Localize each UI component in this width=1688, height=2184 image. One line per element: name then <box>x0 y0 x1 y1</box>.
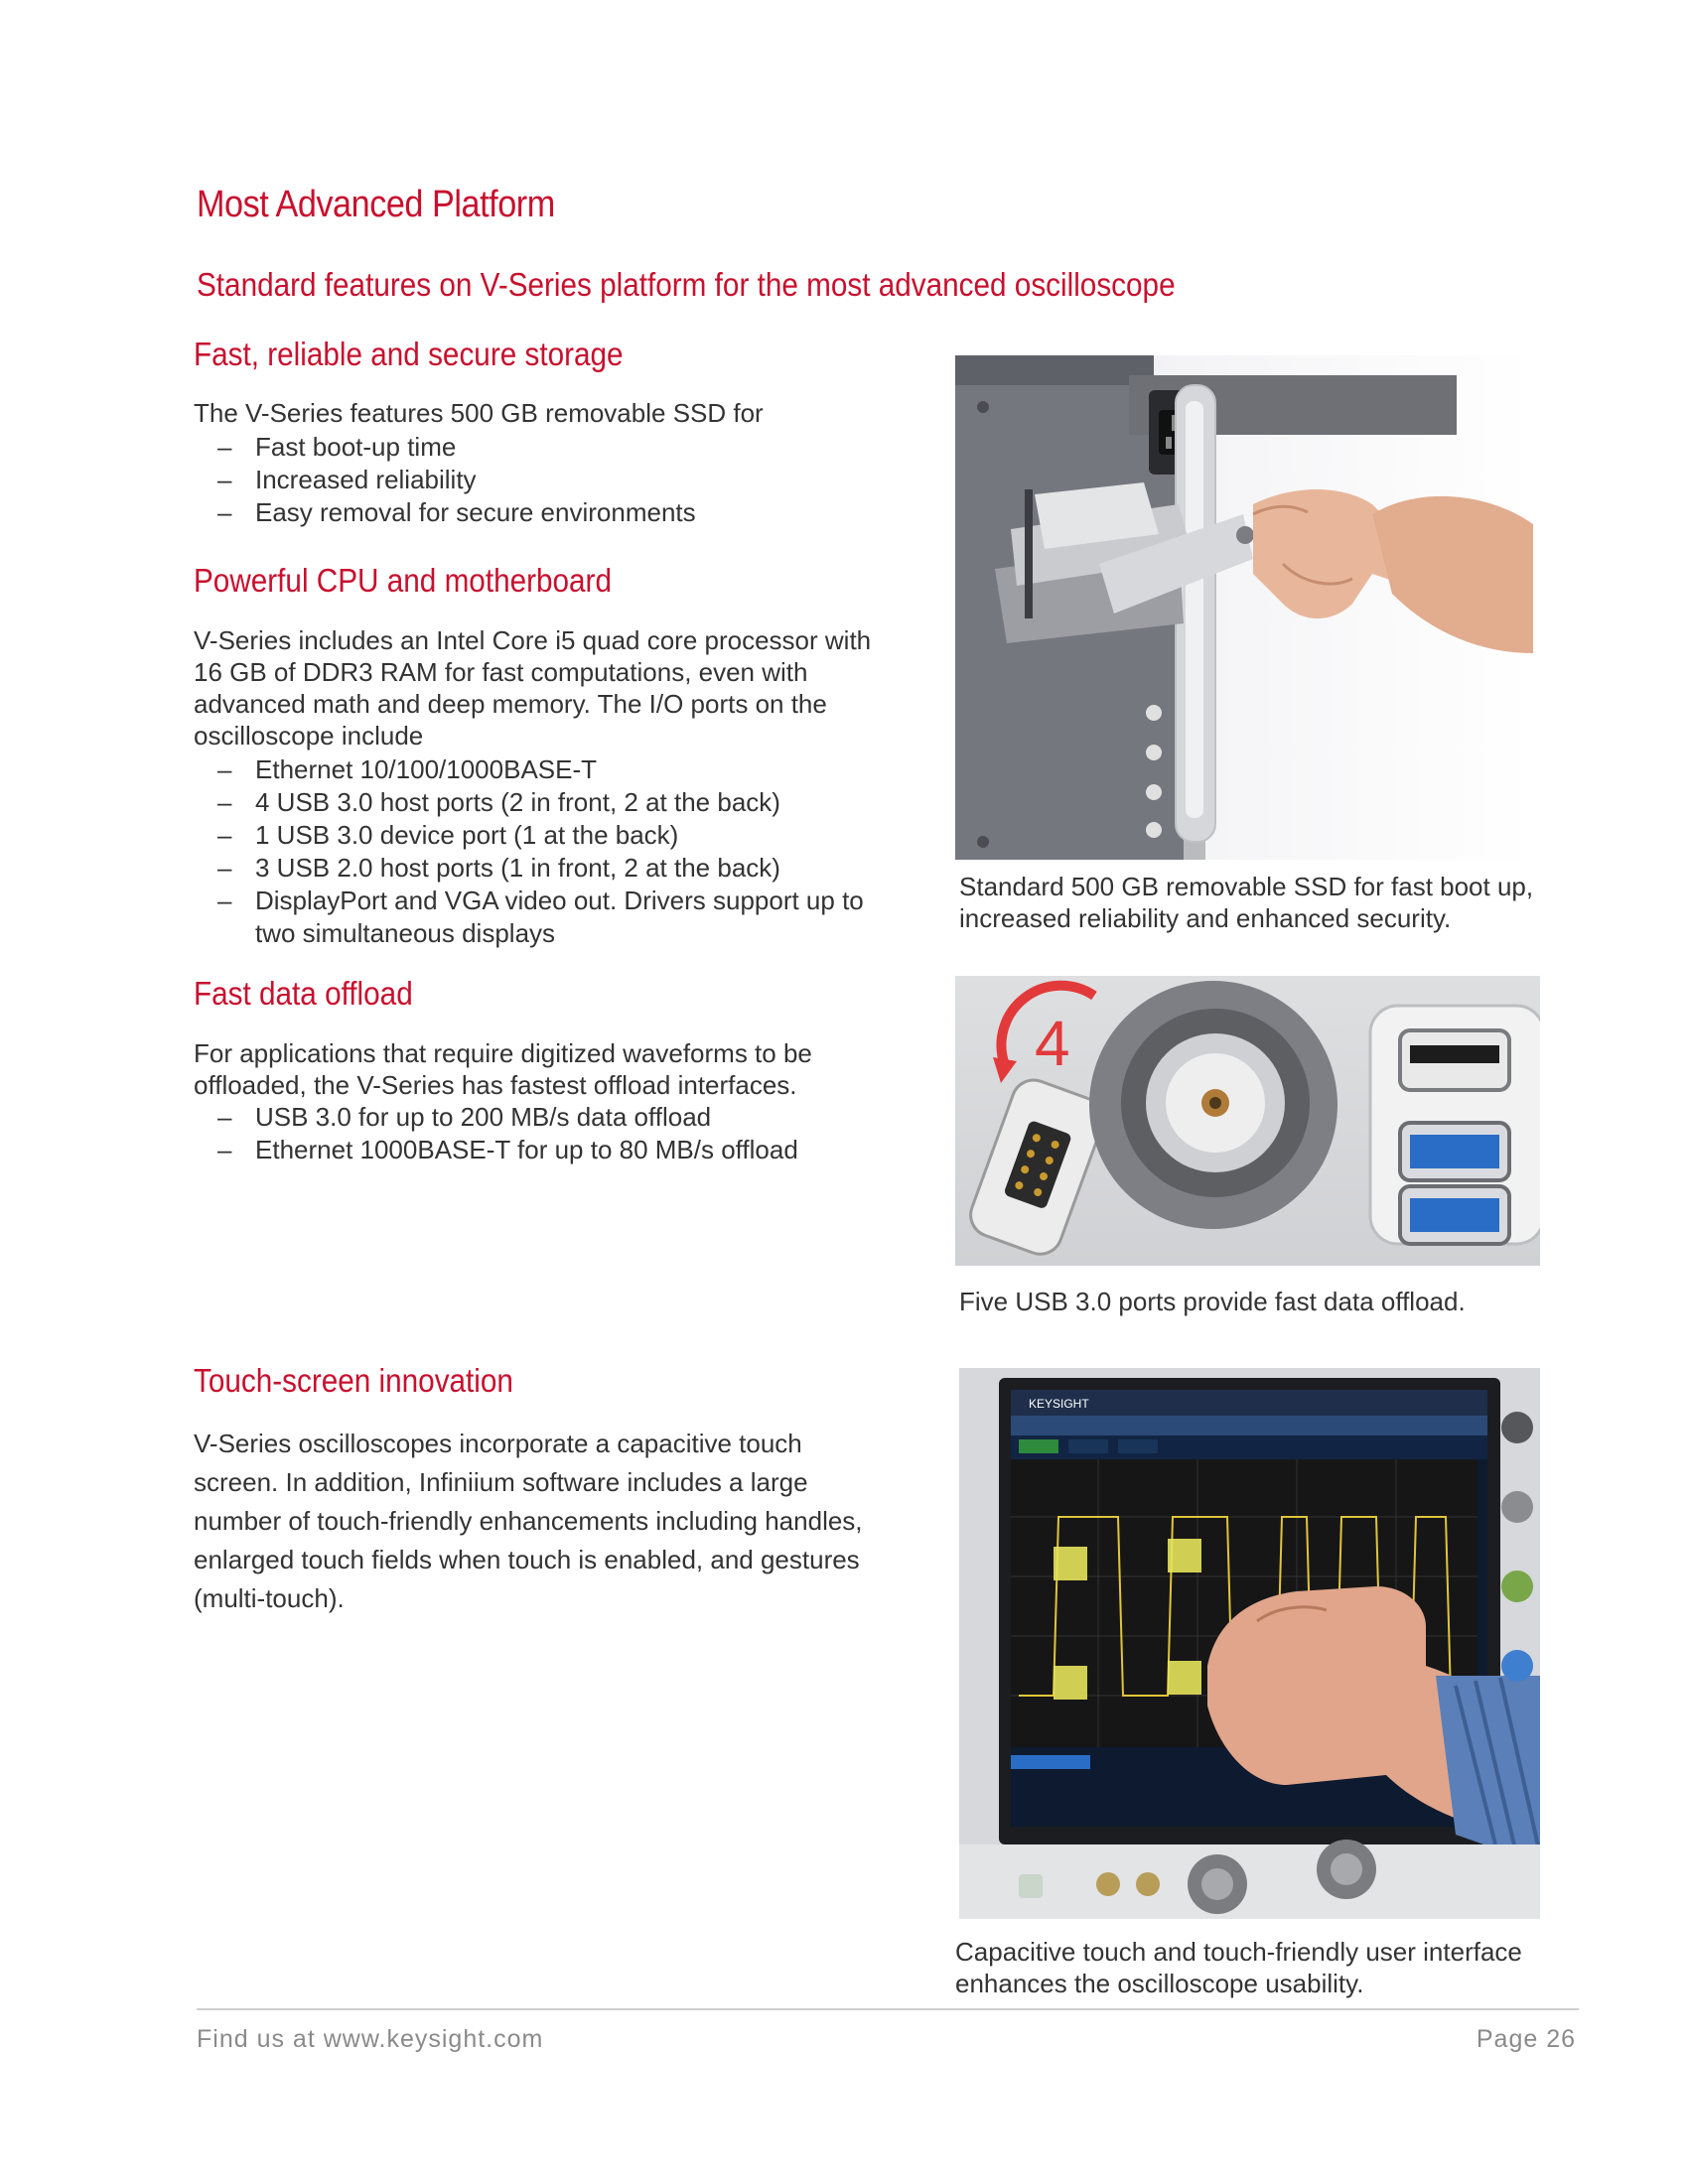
list-item: – Increased reliability <box>194 464 909 496</box>
usb-ports-photo <box>955 976 1540 1266</box>
channel-number-label: 4 <box>1035 1008 1070 1079</box>
offload-heading: Fast data offload <box>194 975 413 1012</box>
storage-intro: The V-Series features 500 GB removable SSD for <box>194 398 764 428</box>
storage-heading: Fast, reliable and secure storage <box>194 336 624 372</box>
cpu-intro: V-Series includes an Intel Core i5 quad core processor with 16 GB of DDR3 RAM for fast computations, even with advanced math and deep memory. The I/O ports on the oscilloscope include <box>194 625 872 751</box>
list-item: – USB 3.0 for up to 200 MB/s data offload <box>194 1101 909 1134</box>
touch-body: V-Series oscilloscopes incorporate a capacitive touch screen. In addition, Infiniium software includes a large number of touch-friendly enhancements including handles, enlarged touch fields when touch is enabled, and gestures (multi-touch). <box>194 1429 863 1613</box>
usb-ports-illustration <box>955 976 1540 1266</box>
ssd-illustration <box>955 355 1533 860</box>
touch-photo-caption: Capacitive touch and touch-friendly user interface enhances the oscilloscope usability. <box>955 1937 1522 1998</box>
list-item: – Fast boot-up time <box>194 431 909 464</box>
oscilloscope-illustration <box>959 1368 1540 1919</box>
list-item: – 3 USB 2.0 host ports (1 in front, 2 at the back) <box>194 852 909 885</box>
page-subtitle: Standard features on V-Series platform for the most advanced oscilloscope <box>197 266 1176 303</box>
list-item: – Easy removal for secure environments <box>194 496 909 529</box>
page-title: Most Advanced Platform <box>197 184 555 225</box>
offload-bullet-list <box>194 1101 909 1166</box>
footer-divider <box>197 2008 1579 2010</box>
touch-screen-photo <box>959 1368 1540 1919</box>
screen-brand-label: KEYSIGHT <box>1029 1397 1089 1411</box>
cpu-bullet-list <box>194 753 909 950</box>
list-item: – DisplayPort and VGA video out. Drivers support up to two simultaneous displays <box>194 885 909 950</box>
offload-intro: For applications that require digitized waveforms to be offloaded, the V-Series has fastest offload interfaces. <box>194 1038 812 1100</box>
storage-bullet-list <box>194 431 909 529</box>
ssd-photo <box>955 355 1533 860</box>
list-item: – 4 USB 3.0 host ports (2 in front, 2 at the back) <box>194 786 909 819</box>
footer-page-number: Page 26 <box>1476 2025 1576 2053</box>
touch-heading: Touch-screen innovation <box>194 1362 513 1399</box>
list-item: – Ethernet 10/100/1000BASE-T <box>194 753 909 786</box>
cpu-heading: Powerful CPU and motherboard <box>194 562 612 599</box>
list-item: – 1 USB 3.0 device port (1 at the back) <box>194 819 909 852</box>
footer-website[interactable]: Find us at www.keysight.com <box>197 2025 544 2053</box>
usb-photo-caption: Five USB 3.0 ports provide fast data offload. <box>959 1287 1466 1316</box>
ssd-photo-caption: Standard 500 GB removable SSD for fast boot up, increased reliability and enhanced security. <box>959 872 1534 933</box>
list-item: – Ethernet 1000BASE-T for up to 80 MB/s offload <box>194 1134 909 1166</box>
